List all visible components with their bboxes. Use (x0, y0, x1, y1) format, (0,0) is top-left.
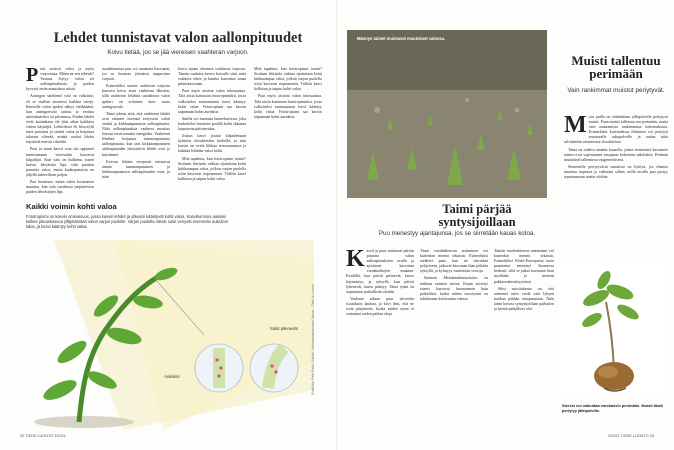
paragraph: Tämän vuodenkierron aistiminen voi kuitenkin mennä sekaisin. Esimerkiksi Keski-Euroopasta tuotu puuntaimi menestyi Suomessa heikosti, sillä se jatkoi kasvuaan liian myöhään ja menetti pakkasenkestävyytensä. (494, 248, 554, 284)
acorn-caption: Stressi voi vaikuttaa emokasvin perimään. Muisti tästä periytyy jälkipolville. (562, 403, 663, 413)
drop-cap: M (564, 114, 587, 138)
paragraph: Esimerkiksi suuren vaahteran varjossa kasvava koivu aistii vaahteran lähistön, sillä vaahteran lehdistä suodattuva valon spektri on erilainen kuin suora auringonvalo. (102, 83, 170, 109)
acorn-seedling-photo (558, 262, 670, 398)
article-title: Lehdet tunnistavat valon aallonpituudet (53, 30, 303, 46)
paragraph: asvit ja puut mittaavat päivän pituutta valon aallonpituuksien avulla ja ajoittavat kasvunsa vuodenaikojen mukaan. Keväällä, kun päivät pitenevät, kasvu käynnistyy, ja syksyllä, kun päivät lyhenevät, kasvu päättyy. Tämä rytmi on sopeutunut paikallisiin oloihin. (346, 248, 414, 294)
text-column-2 (102, 66, 170, 198)
section-title: Taimi pärjää syntysijoillaan (438, 202, 516, 229)
infobox-title: Kaikki voimin kohti valoa (26, 202, 117, 211)
ground-shadow (34, 416, 134, 428)
paragraph: Mitä tapahtuu, kun fototropismi toimii? Sisäinen lehtisolu vaihtaa sijaintiaan kohti kirkkaampaa valoa, jolloin varjon puolella solut kasvavat nopeammin. Tällöin kasvi kallistuu ja taipuu kohti valoa. (178, 155, 246, 181)
sunlight-rays (54, 240, 314, 430)
phototropism-illustration (24, 240, 314, 430)
paragraph: yös puilla on eräänlainen jälkipolvelle periytyvä muisti. Puun muisti tallentuu sen perimään, mutta vain muutamista rankimmista kokemuksista. Esimerkiksi kuivuudessa eläminen voi periytyä seuraavalle sukupolvelle ja auttaa niitä selviämään vastaavissa olosuhteissa. (564, 114, 668, 145)
image-credit: Grafiikka: Petri Reilu / Lähde: Varhaiskasvatuksen Sanat – Tieto & Luonto (311, 284, 315, 395)
paragraph: Auringon säteilemä valo on valkoista, eli se sisältää tasaisesti kaikkia värejä. Ihmiselle valon spektri näkyy värikkäänä, kun auringonvalo taittuu ja erottuu sateenkaareksi tai prismassa. Puiden lehdet eivät kuitenkaan ole yhtä aikaa kaikkien värien käyttäjiä. Lehtivihreä eli klorofylli imee punaista ja sinistä valoa ja heijastaa takaisin vihreää, minkä vuoksi lehdet näyttävät meistä vihreiltä. (26, 93, 94, 145)
paragraph: Smilla voi huomata huonekasvissa, joka kurkottelee huoneen perällä kohti ikkunaa kajastavaa päivänvaloa. (178, 115, 246, 132)
infobox-text: Fototropismi on kasvin ominaisuus, jossa kasvin lehdet ja ylävarsi kääntyvät kohti valoa. Kasvihormoni auksiini kulkee pituuskasvua ylläpitämään valon varjon puolelle. Varjon puolella olevat solut venyvät enemmän auksiinin takia, ja kasvi kääntyy kohti valoa. (26, 214, 229, 230)
paragraph: Vanhaan aikaan puut siirrettiin istutuksiin kaukaa, ja kävi ilmi, että ne eivät pärjänneet, koska niiden rytmi ei vastannut uuden paikan oloja. (346, 295, 414, 317)
paragraph: Puu havaitsee, miten valon koostumus muuttuu, kun valo suodattuu ympäröivien puiden lehvästöjen läpi. (26, 178, 94, 195)
photo-caption: Männyn taimet muistavat muutokset valossa. (357, 36, 446, 41)
page-gutter (336, 0, 338, 450)
paragraph: Puut ja muut kasvit ovat siis oppineet tunnistamaan vieressään kasvavat kilpailijat. Kun valo on kulkenut toisen kasvin lehvästön läpi, siitä puuttuu punaista valoa, mutta kaukopunaista on jäljellä suhteellisen paljon. (26, 146, 94, 177)
text-column-1 (26, 66, 94, 198)
paragraph: Joskus kasvi joutuu kilpailemaan kylmien olosuhteiden keskellä, ja niin kasvin on ovela liikkua sivusuunnassa ja kääntää lehtiään valoa kohti. (178, 133, 246, 154)
sidebar-subtitle: Vain rankimmat muistot periytyvät. (567, 87, 665, 94)
paragraph: Mitä tapahtuu, kun fototropismi toimii? Sisäinen lehtisolu vaihtaa sijaintiaan kohti kirkkaampaa valoa, jolloin varjon puolella solut kasvavat nopeammin. Tällöin kasvi kallistuu ja taipuu kohti valoa. (254, 66, 322, 92)
paragraph: Tämä vuodenkierron aistiminen voi kuitenkin mennä sekaisin. Esimerkiksi eteläiset puut, kun ne siirretään pohjoiseen, jatkavat kasvuaan liian pitkään syksyllä, ja kylmyys vaurioittaa versoja. (420, 248, 488, 274)
paragraph: Suomen Metsäntutkimuslaitos on tutkinut taimien siirtoa. Kauas siirretyt taimet kasvavat huonommin kuin paikalliset, koska niiden vuosirytmi on tahdistunut kotiseudun valoon. (420, 275, 488, 301)
paragraph: uut aistivat valoa ja myös varjostusta. Miten ne sen tekevät? Vastaus löytyy valon eri aallonpituuksista ja puiden kyvystä aistia muutoksia niissä. (26, 66, 94, 92)
paragraph: Puut myös aistivat valon tulosuuntaa. Tätä aistia kutsutaan fototropismiksi, jossa valkoiseksi suuntautunut kasvi kääntyy kohti valoa. Fototropismi saa kasvin taipumaan kohti aurinkoa. (178, 88, 246, 114)
paragraph: Tämä johtuu siitä, että vaahteran lehdet ovat ottaneet itseensä erityisesti valon sinistä ja kirkkaanpunaista aallonpituutta. Niitä aallonpituuksia vaahtera muuttaa kasvun tarvitsemaksi energiaksi. Vaahteran lehdistä heijastuu tummanpunaista aallonpituutta, kun taas kirkkaanpunaisen aallonpituuden yhteyttävät lehdet ovat jo käyttäneet. (102, 110, 170, 157)
taimi-column-3 (494, 248, 554, 428)
drop-cap: K (346, 248, 365, 272)
paragraph: Siksi suosituksena on, että siemenet tulee viedä vain lyhyen matkan päähän emopuustaan. Näin taimi kasvaa syntysijoillaan parhaiten ja kestää paikalliset olot. (494, 285, 554, 312)
paragraph: suodattumista puu voi suunnata kasvuaan, jos se huomaa jäävänsä naapurinsa varjoon. (102, 66, 170, 82)
auxin-label: Auksiini (164, 374, 180, 379)
paragraph: koivu tajuaa olevansa vaahteran varjossa. Tämän vaahtera kertoo koivulle siitä, mitä vaahtera tekee ja kuinka kasvattaa omaa pituuskasvuaan. (178, 66, 246, 87)
section-subtitle: Puu menestyy ajantajunsa, jos se siirretään kauas kotoa. (378, 230, 536, 237)
sidebar-text (564, 114, 668, 254)
article-subtitle: Koivu tietää, jos se jää viereisen vaahteran varjoon. (107, 49, 249, 56)
taimi-column-1 (346, 248, 414, 428)
page-footer-left: 32 TIEDE LUONTO 3/2021 (20, 434, 66, 438)
paragraph: Koivun lehtien reseptorit mittaavat tämän tummanpunaisen ja kirkkaanpunaisen aallonpituuden eron, ja näin (102, 158, 170, 179)
paragraph: Tämä on todettu ainakin kuusella, jonka siemenistä kasvaneet taimet ovat sopeutuneet emopuun kokemiin sääoloihin. Perimän muutokset tallentuvat epigeneettisesti. (564, 146, 668, 162)
drop-cap: P (26, 66, 39, 86)
seedlings-photo (347, 30, 547, 198)
taimi-column-2 (420, 248, 488, 428)
cells-label: Solut pitenevät (270, 326, 298, 331)
text-column-3 (178, 66, 246, 198)
paragraph: Siemenelle periytyvästä muistista on hyötyä, jos ilmasto muuttuu nopeasti ja vaikuttaa siihen, millä tavalla puu pystyy sopeutumaan uusiin oloihin. (564, 163, 668, 180)
paragraph: Puut myös aistivat valon tulosuuntaa. Tätä aistia kutsutaan fototropismiksi, jossa valkoiseksi suuntautunut kasvi kääntyy kohti valoa. Fototropismi saa kasvin taipumaan kohti aurinkoa. (254, 93, 322, 119)
sidebar-title: Muisti tallentuu perimään (571, 53, 661, 81)
page-footer-right: 3/2021 TIEDE LUONTO 33 (608, 434, 654, 438)
text-column-4 (254, 66, 322, 198)
